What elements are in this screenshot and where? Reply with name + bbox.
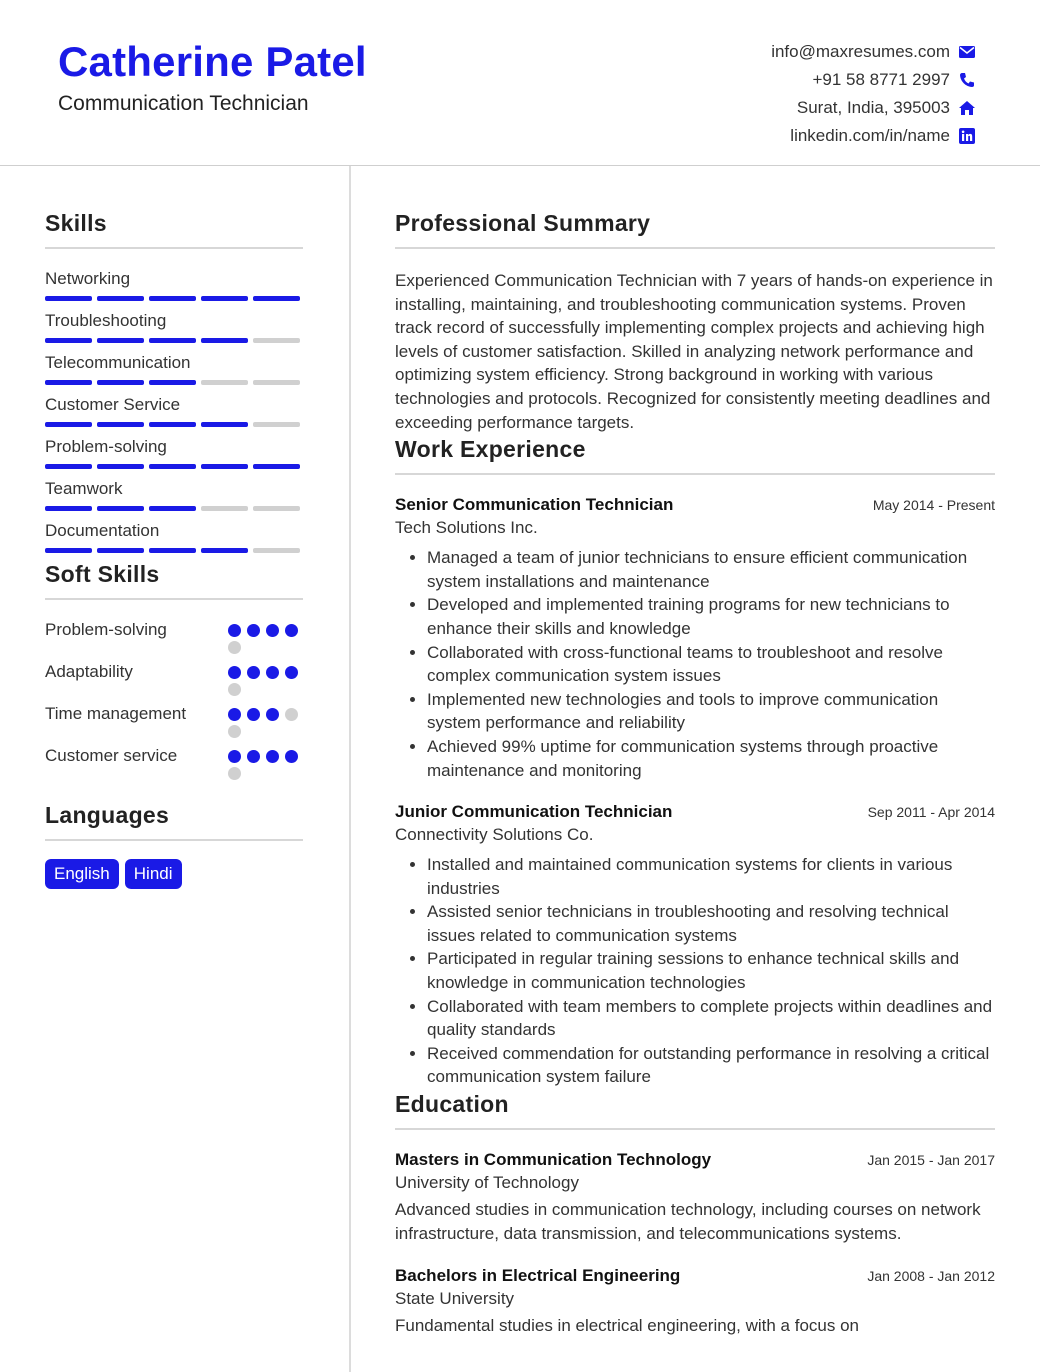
- soft-skill-dot: [285, 624, 298, 637]
- skill-level-segment: [97, 338, 144, 343]
- soft-skill-dot: [285, 666, 298, 679]
- education-entry: [395, 1150, 995, 1246]
- envelope-icon: [958, 43, 976, 61]
- skill-level-segment: [149, 422, 196, 427]
- skill-level-segment: [45, 296, 92, 301]
- soft-skill-dot: [266, 666, 279, 679]
- job-bullet: • Assisted senior technicians in troubleshooting and resolving technical issues related to communication systems: [427, 900, 995, 947]
- soft-skill-dot: [266, 708, 279, 721]
- skill-level-segment: [97, 380, 144, 385]
- soft-skill-label: Adaptability: [45, 662, 133, 681]
- job-title: Junior Communication Technician: [395, 802, 673, 822]
- skill-level-bar: [45, 506, 303, 511]
- skill-item: [45, 435, 303, 469]
- soft-skill-dot: [228, 708, 241, 721]
- education-description: Fundamental studies in electrical engineering, with a focus on: [395, 1316, 859, 1336]
- education-school: University of Technology: [395, 1173, 579, 1193]
- education-list: [395, 1150, 995, 1338]
- skill-level-segment: [97, 296, 144, 301]
- phone-icon: [958, 71, 976, 89]
- education-degree: Masters in Communication Technology: [395, 1150, 712, 1170]
- skill-level-segment: [149, 338, 196, 343]
- skill-level-bar: [45, 548, 303, 553]
- skill-level-segment: [253, 380, 300, 385]
- contact-phone-text[interactable]: +91 58 8771 2997: [812, 70, 950, 89]
- skill-item: [45, 309, 303, 343]
- job-bullet: • Developed and implemented training programs for new technicians to enhance their skills and knowledge: [427, 593, 995, 640]
- education-degree: Bachelors in Electrical Engineering: [395, 1266, 681, 1286]
- contact-phone[interactable]: [771, 66, 976, 94]
- skill-level-bar: [45, 422, 303, 427]
- soft-skill-item: [45, 744, 303, 780]
- job-bullet: • Achieved 99% uptime for communication systems through proactive maintenance and monitoring: [427, 735, 995, 782]
- skill-item: [45, 393, 303, 427]
- soft-skill-dot: [247, 750, 260, 763]
- soft-skills-list: [45, 618, 303, 780]
- language-badge: Hindi: [125, 859, 182, 889]
- skill-level-bar: [45, 338, 303, 343]
- skill-level-bar: [45, 464, 303, 469]
- column-divider: [349, 166, 351, 1372]
- skill-level-segment: [253, 296, 300, 301]
- skill-level-segment: [201, 296, 248, 301]
- contact-email-text[interactable]: info@maxresumes.com: [771, 42, 950, 61]
- skill-level-segment: [149, 506, 196, 511]
- skill-level-segment: [149, 296, 196, 301]
- right-column: [395, 210, 995, 1338]
- candidate-name: Catherine Patel: [58, 38, 367, 85]
- contact-email[interactable]: [771, 38, 976, 66]
- skill-level-segment: [201, 506, 248, 511]
- soft-skill-dot: [266, 750, 279, 763]
- soft-skill-dot: [228, 767, 241, 780]
- skills-heading: Skills: [45, 210, 303, 249]
- skill-level-segment: [45, 506, 92, 511]
- soft-skill-label: Problem-solving: [45, 620, 167, 639]
- job-bullets: [395, 546, 995, 782]
- skill-item: [45, 519, 303, 553]
- job-entry: [395, 495, 995, 782]
- soft-skill-dot: [228, 624, 241, 637]
- soft-skill-dot: [228, 683, 241, 696]
- soft-skill-dot: [228, 750, 241, 763]
- job-bullet: • Installed and maintained communication systems for clients in various industries: [427, 853, 995, 900]
- job-header: [395, 495, 995, 515]
- contact-linkedin[interactable]: [771, 122, 976, 150]
- skill-label: Telecommunication: [45, 353, 191, 372]
- education-heading: Education: [395, 1091, 995, 1130]
- experience-heading: Work Experience: [395, 436, 995, 475]
- skill-level-segment: [253, 422, 300, 427]
- skill-level-segment: [201, 338, 248, 343]
- summary-heading: Professional Summary: [395, 210, 995, 249]
- job-date: May 2014 - Present: [872, 497, 995, 514]
- soft-skill-dot: [228, 641, 241, 654]
- education-date: Jan 2008 - Jan 2012: [867, 1268, 995, 1285]
- soft-skill-dot: [285, 750, 298, 763]
- skill-label: Customer Service: [45, 395, 181, 414]
- skill-level-segment: [253, 548, 300, 553]
- languages-list: [45, 859, 303, 889]
- job-company: Tech Solutions Inc.: [395, 518, 538, 538]
- contact-list: [771, 38, 976, 150]
- education-date: Jan 2015 - Jan 2017: [867, 1152, 995, 1169]
- job-entry: [395, 802, 995, 1089]
- skill-level-segment: [45, 464, 92, 469]
- soft-skills-heading: Soft Skills: [45, 561, 303, 600]
- education-entry: [395, 1266, 995, 1338]
- job-title: Senior Communication Technician: [395, 495, 674, 515]
- languages-heading: Languages: [45, 802, 303, 841]
- job-bullet: • Collaborated with cross-functional teams to troubleshoot and resolve complex communication system issues: [427, 641, 995, 688]
- skill-item: [45, 267, 303, 301]
- skill-item: [45, 477, 303, 511]
- soft-skill-dot: [228, 725, 241, 738]
- contact-location-text: Surat, India, 395003: [796, 98, 950, 117]
- education-header: [395, 1266, 995, 1286]
- skill-label: Troubleshooting: [45, 311, 167, 330]
- skill-level-segment: [253, 338, 300, 343]
- skill-level-segment: [45, 338, 92, 343]
- skill-level-segment: [201, 548, 248, 553]
- contact-location: [771, 94, 976, 122]
- skill-item: [45, 351, 303, 385]
- skill-level-segment: [45, 422, 92, 427]
- job-bullet: • Participated in regular training sessions to enhance technical skills and knowledge in communication technologies: [427, 947, 995, 994]
- skill-level-segment: [97, 548, 144, 553]
- job-bullet: • Managed a team of junior technicians to ensure efficient communication system installations and maintenance: [427, 546, 995, 593]
- skill-level-segment: [97, 506, 144, 511]
- soft-skill-item: [45, 618, 303, 654]
- soft-skill-dot: [266, 624, 279, 637]
- skill-label: Problem-solving: [45, 437, 167, 456]
- language-badge: English: [45, 859, 119, 889]
- resume-header: [0, 0, 1040, 166]
- education-header: [395, 1150, 995, 1170]
- linkedin-icon: [958, 127, 976, 145]
- soft-skill-label: Time management: [45, 704, 187, 723]
- candidate-title: Communication Technician: [58, 92, 309, 115]
- job-company: Connectivity Solutions Co.: [395, 825, 594, 845]
- skill-level-segment: [149, 464, 196, 469]
- soft-skill-dots: [228, 744, 303, 780]
- job-bullet: • Received commendation for outstanding performance in resolving a critical communication system failure: [427, 1042, 995, 1089]
- experience-list: [395, 495, 995, 1089]
- skill-level-segment: [253, 506, 300, 511]
- home-icon: [958, 99, 976, 117]
- soft-skill-dot: [247, 666, 260, 679]
- job-header: [395, 802, 995, 822]
- soft-skill-dots: [228, 660, 303, 696]
- soft-skill-dots: [228, 702, 303, 738]
- job-date: Sep 2011 - Apr 2014: [867, 804, 995, 821]
- skill-level-segment: [45, 548, 92, 553]
- soft-skill-dot: [228, 666, 241, 679]
- education-school: State University: [395, 1289, 515, 1309]
- skill-level-segment: [253, 464, 300, 469]
- soft-skill-dot: [285, 708, 298, 721]
- skill-level-segment: [97, 464, 144, 469]
- skills-list: [45, 267, 303, 553]
- contact-linkedin-text[interactable]: linkedin.com/in/name: [790, 126, 950, 145]
- skill-level-segment: [45, 380, 92, 385]
- skill-level-segment: [149, 548, 196, 553]
- skill-level-segment: [97, 422, 144, 427]
- job-bullet: • Collaborated with team members to complete projects within deadlines and quality standards: [427, 995, 995, 1042]
- skill-level-segment: [201, 422, 248, 427]
- skill-level-segment: [149, 380, 196, 385]
- skill-level-bar: [45, 296, 303, 301]
- skill-level-segment: [201, 380, 248, 385]
- skill-level-segment: [201, 464, 248, 469]
- soft-skill-dot: [247, 708, 260, 721]
- soft-skill-item: [45, 660, 303, 696]
- job-bullets: [395, 853, 995, 1089]
- summary-text: Experienced Communication Technician with 7 years of hands-on experience in installing, maintaining, and troubleshooting communication systems. Proven track record of successfully implementing complex projects and achieving high levels of customer satisfaction. Skilled in analyzing network performance and optimizing system efficiency. Strong background in working with various technologies and protocols. Recognized for consistently meeting deadlines and exceeding performance targets.: [395, 271, 993, 432]
- soft-skill-label: Customer service: [45, 746, 178, 765]
- soft-skill-dot: [247, 624, 260, 637]
- education-description: Advanced studies in communication technology, including courses on network infrastructure, data transmission, and telecommunications systems.: [395, 1200, 981, 1244]
- soft-skill-dots: [228, 618, 303, 654]
- job-bullet: • Implemented new technologies and tools to improve communication system performance and reliability: [427, 688, 995, 735]
- left-column: [45, 210, 303, 889]
- skill-label: Teamwork: [45, 479, 123, 498]
- skill-level-bar: [45, 380, 303, 385]
- soft-skill-item: [45, 702, 303, 738]
- skill-label: Networking: [45, 269, 131, 288]
- skill-label: Documentation: [45, 521, 160, 540]
